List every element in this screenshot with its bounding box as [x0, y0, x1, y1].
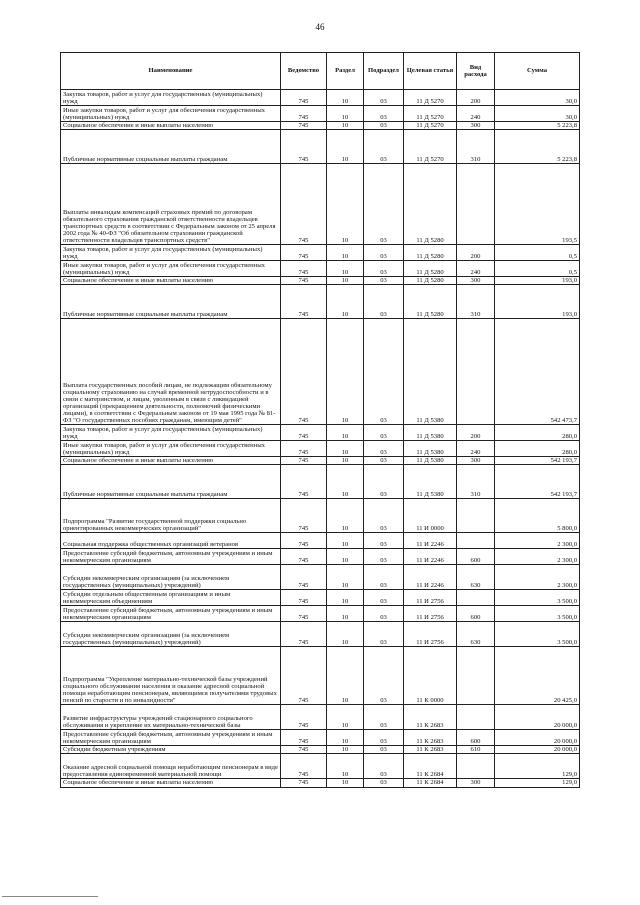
cell-vid-raskhoda: 310	[457, 130, 495, 164]
cell-name: Развитие инфраструктуры учреждений стационарного социального обслуживания и укрепление их материально-технической базы	[61, 705, 281, 730]
cell-podrazdel: 03	[364, 106, 404, 122]
cell-summa: 3 500,0	[495, 622, 580, 647]
cell-vid-raskhoda	[457, 164, 495, 245]
cell-razdel: 10	[327, 565, 364, 590]
cell-vid-raskhoda	[457, 590, 495, 606]
cell-podrazdel: 03	[364, 565, 404, 590]
cell-podrazdel: 03	[364, 754, 404, 779]
cell-name: Закупка товаров, работ и услуг для государственных (муниципальных) нужд	[61, 425, 281, 441]
table-row	[61, 425, 580, 441]
cell-vedomstvo: 745	[281, 122, 327, 130]
table-row	[61, 465, 580, 499]
cell-vid-raskhoda: 300	[457, 457, 495, 465]
cell-vid-raskhoda: 300	[457, 277, 495, 285]
cell-statya: 11 К 2683	[404, 730, 457, 746]
cell-podrazdel: 03	[364, 705, 404, 730]
cell-vid-raskhoda: 240	[457, 441, 495, 457]
cell-summa: 2 300,0	[495, 533, 580, 549]
cell-name: Закупка товаров, работ и услуг для государственных (муниципальных) нужд	[61, 245, 281, 261]
cell-razdel: 10	[327, 779, 364, 787]
cell-vedomstvo: 745	[281, 441, 327, 457]
cell-vedomstvo: 745	[281, 705, 327, 730]
cell-summa: 0,5	[495, 261, 580, 277]
cell-summa: 3 500,0	[495, 590, 580, 606]
cell-name: Социальное обеспечение и иные выплаты населению	[61, 277, 281, 285]
cell-vedomstvo: 745	[281, 647, 327, 705]
cell-summa: 280,0	[495, 425, 580, 441]
table-header-row	[61, 53, 580, 90]
cell-vid-raskhoda	[457, 705, 495, 730]
cell-vedomstvo: 745	[281, 779, 327, 787]
column-header-podrazdel: Подраздел	[364, 53, 404, 90]
cell-razdel: 10	[327, 319, 364, 425]
cell-podrazdel: 03	[364, 164, 404, 245]
cell-razdel: 10	[327, 425, 364, 441]
cell-statya: 11 И 0000	[404, 499, 457, 533]
cell-vid-raskhoda: 630	[457, 622, 495, 647]
table-row	[61, 622, 580, 647]
cell-statya: 11 Д 5280	[404, 245, 457, 261]
cell-podrazdel: 03	[364, 277, 404, 285]
cell-vid-raskhoda: 610	[457, 746, 495, 754]
table-row	[61, 122, 580, 130]
table-row	[61, 285, 580, 319]
cell-razdel: 10	[327, 441, 364, 457]
cell-vedomstvo: 745	[281, 285, 327, 319]
cell-podrazdel: 03	[364, 549, 404, 565]
column-header-vid-raskhoda: Вид расхода	[457, 53, 495, 90]
cell-razdel: 10	[327, 164, 364, 245]
cell-statya: 11 Д 5380	[404, 441, 457, 457]
table-row	[61, 565, 580, 590]
cell-vedomstvo: 745	[281, 565, 327, 590]
column-header-summa: Сумма	[495, 53, 580, 90]
cell-podrazdel: 03	[364, 319, 404, 425]
cell-vedomstvo: 745	[281, 457, 327, 465]
cell-summa: 20 000,0	[495, 730, 580, 746]
column-header-razdel: Раздел	[327, 53, 364, 90]
cell-vid-raskhoda: 310	[457, 285, 495, 319]
cell-name: Оказание адресной социальной помощи неработающим пенсионерам в виде предоставления единовременной материальной помощи	[61, 754, 281, 779]
cell-name: Закупка товаров, работ и услуг для государственных (муниципальных) нужд	[61, 90, 281, 106]
cell-statya: 11 И 2246	[404, 565, 457, 590]
cell-vid-raskhoda: 200	[457, 425, 495, 441]
cell-summa: 20 425,0	[495, 647, 580, 705]
table-row	[61, 441, 580, 457]
cell-vedomstvo: 745	[281, 533, 327, 549]
cell-razdel: 10	[327, 465, 364, 499]
table-row	[61, 647, 580, 705]
cell-summa: 542 473,7	[495, 319, 580, 425]
cell-podrazdel: 03	[364, 285, 404, 319]
table-body	[61, 90, 580, 788]
cell-statya: 11 Д 5270	[404, 130, 457, 164]
cell-razdel: 10	[327, 245, 364, 261]
cell-summa: 30,0	[495, 90, 580, 106]
table-row	[61, 319, 580, 425]
cell-razdel: 10	[327, 590, 364, 606]
table-row	[61, 245, 580, 261]
cell-summa: 542 193,7	[495, 457, 580, 465]
cell-vid-raskhoda: 300	[457, 122, 495, 130]
cell-summa: 280,0	[495, 441, 580, 457]
cell-statya: 11 К 2684	[404, 779, 457, 787]
cell-vedomstvo: 745	[281, 622, 327, 647]
cell-vedomstvo: 745	[281, 746, 327, 754]
cell-podrazdel: 03	[364, 122, 404, 130]
cell-statya: 11 К 2683	[404, 705, 457, 730]
cell-name: Субсидии некоммерческим организациям (за исключением государственных (муниципальных) учреждений)	[61, 565, 281, 590]
column-header-vedomstvo: Ведомство	[281, 53, 327, 90]
cell-statya: 11 И 2246	[404, 533, 457, 549]
table-row	[61, 261, 580, 277]
cell-razdel: 10	[327, 705, 364, 730]
cell-statya: 11 Д 5380	[404, 465, 457, 499]
cell-statya: 11 Д 5380	[404, 457, 457, 465]
cell-name: Выплаты инвалидам компенсаций страховых премий по договорам обязательного страхования гражданской ответственности владельцев транспортных средств в соответствии с Федеральным законом от 25 апреля 2002 года № 40-ФЗ "Об обязательном страховании гражданской ответственности владельцев транспортных средств"	[61, 164, 281, 245]
cell-vedomstvo: 745	[281, 465, 327, 499]
cell-statya: 11 И 2756	[404, 590, 457, 606]
cell-vedomstvo: 745	[281, 730, 327, 746]
table-row	[61, 499, 580, 533]
cell-podrazdel: 03	[364, 590, 404, 606]
cell-vid-raskhoda: 300	[457, 779, 495, 787]
cell-vedomstvo: 745	[281, 245, 327, 261]
cell-vid-raskhoda	[457, 754, 495, 779]
cell-vedomstvo: 745	[281, 106, 327, 122]
cell-name: Субсидии отдельным общественным организациям и иным некоммерческим объединениям	[61, 590, 281, 606]
cell-podrazdel: 03	[364, 622, 404, 647]
cell-statya: 11 Д 5270	[404, 122, 457, 130]
cell-razdel: 10	[327, 130, 364, 164]
table-row	[61, 779, 580, 787]
cell-name: Социальное обеспечение и иные выплаты населению	[61, 779, 281, 787]
cell-statya: 11 И 2756	[404, 622, 457, 647]
cell-razdel: 10	[327, 122, 364, 130]
cell-statya: 11 Д 5270	[404, 90, 457, 106]
cell-name: Социальное обеспечение и иные выплаты населению	[61, 122, 281, 130]
cell-vedomstvo: 745	[281, 261, 327, 277]
cell-podrazdel: 03	[364, 730, 404, 746]
cell-vedomstvo: 745	[281, 277, 327, 285]
cell-vid-raskhoda: 240	[457, 261, 495, 277]
cell-name: Предоставление субсидий бюджетным, автономным учреждениям и иным некоммерческим организациям	[61, 606, 281, 622]
cell-vedomstvo: 745	[281, 549, 327, 565]
cell-vedomstvo: 745	[281, 130, 327, 164]
cell-vid-raskhoda: 200	[457, 245, 495, 261]
cell-vedomstvo: 745	[281, 499, 327, 533]
cell-vid-raskhoda: 240	[457, 106, 495, 122]
cell-statya: 11 Д 5280	[404, 285, 457, 319]
table-row	[61, 549, 580, 565]
cell-name: Предоставление субсидий бюджетным, автономным учреждениям и иным некоммерческим организациям	[61, 549, 281, 565]
cell-razdel: 10	[327, 90, 364, 106]
cell-vid-raskhoda	[457, 647, 495, 705]
table-row	[61, 106, 580, 122]
column-header-name: Наименование	[61, 53, 281, 90]
cell-podrazdel: 03	[364, 533, 404, 549]
cell-razdel: 10	[327, 746, 364, 754]
table-row	[61, 164, 580, 245]
cell-razdel: 10	[327, 106, 364, 122]
cell-summa: 193,0	[495, 277, 580, 285]
cell-name: Иные закупки товаров, работ и услуг для обеспечения государственных (муниципальных) нужд	[61, 261, 281, 277]
budget-table	[60, 52, 580, 788]
cell-vid-raskhoda: 200	[457, 90, 495, 106]
cell-vedomstvo: 745	[281, 606, 327, 622]
cell-vid-raskhoda	[457, 533, 495, 549]
cell-summa: 129,0	[495, 779, 580, 787]
cell-podrazdel: 03	[364, 130, 404, 164]
cell-podrazdel: 03	[364, 746, 404, 754]
cell-vid-raskhoda: 600	[457, 549, 495, 565]
cell-name: Подпрограмма "Развитие государственной поддержки социально ориентированных некоммерческих организаций"	[61, 499, 281, 533]
cell-summa: 0,5	[495, 245, 580, 261]
table-row	[61, 730, 580, 746]
cell-podrazdel: 03	[364, 465, 404, 499]
cell-vedomstvo: 745	[281, 425, 327, 441]
cell-name: Подпрограмма "Укрепление материально-технической базы учреждений социального обслуживания населения и оказание адресной социальной помощи неработающим пенсионерам, являющимся получателями трудовых пенсий по старости и по инвалидности"	[61, 647, 281, 705]
cell-summa: 30,0	[495, 106, 580, 122]
cell-statya: 11 Д 5280	[404, 277, 457, 285]
table-row	[61, 90, 580, 106]
cell-name: Субсидии некоммерческим организациям (за исключением государственных (муниципальных) учреждений)	[61, 622, 281, 647]
cell-vedomstvo: 745	[281, 90, 327, 106]
cell-vid-raskhoda: 630	[457, 565, 495, 590]
cell-summa: 193,0	[495, 285, 580, 319]
cell-podrazdel: 03	[364, 90, 404, 106]
cell-name: Социальное обеспечение и иные выплаты населению	[61, 457, 281, 465]
cell-name: Выплата государственных пособий лицам, не подлежащим обязательному социальному страхованию на случай временной нетрудоспособности и в связи с материнством, и лицам, уволенным в связи с ликвидацией организаций (прекращением деятельности, полномочий физическими лицами), в соответствии с Федеральным законом от 19 мая 1995 года № 81-ФЗ "О государственных пособиях гражданам, имеющим детей"	[61, 319, 281, 425]
cell-name: Иные закупки товаров, работ и услуг для обеспечения государственных (муниципальных) нужд	[61, 106, 281, 122]
table-row	[61, 277, 580, 285]
cell-podrazdel: 03	[364, 441, 404, 457]
cell-statya: 11 Д 5380	[404, 425, 457, 441]
cell-podrazdel: 03	[364, 779, 404, 787]
cell-razdel: 10	[327, 261, 364, 277]
cell-name: Публичные нормативные социальные выплаты гражданам	[61, 465, 281, 499]
cell-vid-raskhoda	[457, 319, 495, 425]
cell-summa: 2 300,0	[495, 549, 580, 565]
cell-vedomstvo: 745	[281, 319, 327, 425]
table-row	[61, 457, 580, 465]
cell-vedomstvo: 745	[281, 590, 327, 606]
cell-razdel: 10	[327, 285, 364, 319]
cell-razdel: 10	[327, 499, 364, 533]
cell-podrazdel: 03	[364, 261, 404, 277]
cell-name: Субсидии бюджетным учреждениям	[61, 746, 281, 754]
table-row	[61, 130, 580, 164]
table-row	[61, 533, 580, 549]
cell-name: Иные закупки товаров, работ и услуг для обеспечения государственных (муниципальных) нужд	[61, 441, 281, 457]
cell-statya: 11 И 2756	[404, 606, 457, 622]
cell-podrazdel: 03	[364, 499, 404, 533]
cell-statya: 11 И 2246	[404, 549, 457, 565]
cell-summa: 5 800,0	[495, 499, 580, 533]
cell-podrazdel: 03	[364, 457, 404, 465]
cell-statya: 11 Д 5270	[404, 106, 457, 122]
cell-razdel: 10	[327, 606, 364, 622]
table-row	[61, 606, 580, 622]
cell-vedomstvo: 745	[281, 754, 327, 779]
cell-razdel: 10	[327, 647, 364, 705]
cell-razdel: 10	[327, 277, 364, 285]
cell-summa: 3 500,0	[495, 606, 580, 622]
table-row	[61, 590, 580, 606]
cell-statya: 11 Д 5280	[404, 164, 457, 245]
cell-summa: 20 000,0	[495, 705, 580, 730]
cell-statya: 11 К 2683	[404, 746, 457, 754]
cell-summa: 5 223,8	[495, 122, 580, 130]
footer-divider	[2, 896, 98, 897]
table-row	[61, 746, 580, 754]
cell-summa: 5 223,8	[495, 130, 580, 164]
cell-statya: 11 Д 5280	[404, 261, 457, 277]
cell-razdel: 10	[327, 754, 364, 779]
cell-summa: 193,5	[495, 164, 580, 245]
cell-statya: 11 К 0000	[404, 647, 457, 705]
cell-vedomstvo: 745	[281, 164, 327, 245]
cell-razdel: 10	[327, 457, 364, 465]
cell-name: Социальная поддержка общественных организаций ветеранов	[61, 533, 281, 549]
cell-summa: 129,0	[495, 754, 580, 779]
cell-name: Публичные нормативные социальные выплаты гражданам	[61, 285, 281, 319]
cell-summa: 542 193,7	[495, 465, 580, 499]
cell-vid-raskhoda: 310	[457, 465, 495, 499]
cell-name: Публичные нормативные социальные выплаты гражданам	[61, 130, 281, 164]
cell-summa: 2 300,0	[495, 565, 580, 590]
page-number: 46	[315, 22, 325, 32]
cell-statya: 11 К 2684	[404, 754, 457, 779]
cell-summa: 20 000,0	[495, 746, 580, 754]
cell-podrazdel: 03	[364, 245, 404, 261]
cell-vid-raskhoda: 600	[457, 730, 495, 746]
cell-razdel: 10	[327, 622, 364, 647]
table-row	[61, 705, 580, 730]
cell-razdel: 10	[327, 730, 364, 746]
cell-name: Предоставление субсидий бюджетным, автономным учреждениям и иным некоммерческим организациям	[61, 730, 281, 746]
cell-vid-raskhoda: 600	[457, 606, 495, 622]
column-header-statya: Целевая статья	[404, 53, 457, 90]
cell-razdel: 10	[327, 533, 364, 549]
table-row	[61, 754, 580, 779]
cell-podrazdel: 03	[364, 647, 404, 705]
cell-podrazdel: 03	[364, 606, 404, 622]
cell-razdel: 10	[327, 549, 364, 565]
cell-vid-raskhoda	[457, 499, 495, 533]
cell-podrazdel: 03	[364, 425, 404, 441]
cell-statya: 11 Д 5380	[404, 319, 457, 425]
